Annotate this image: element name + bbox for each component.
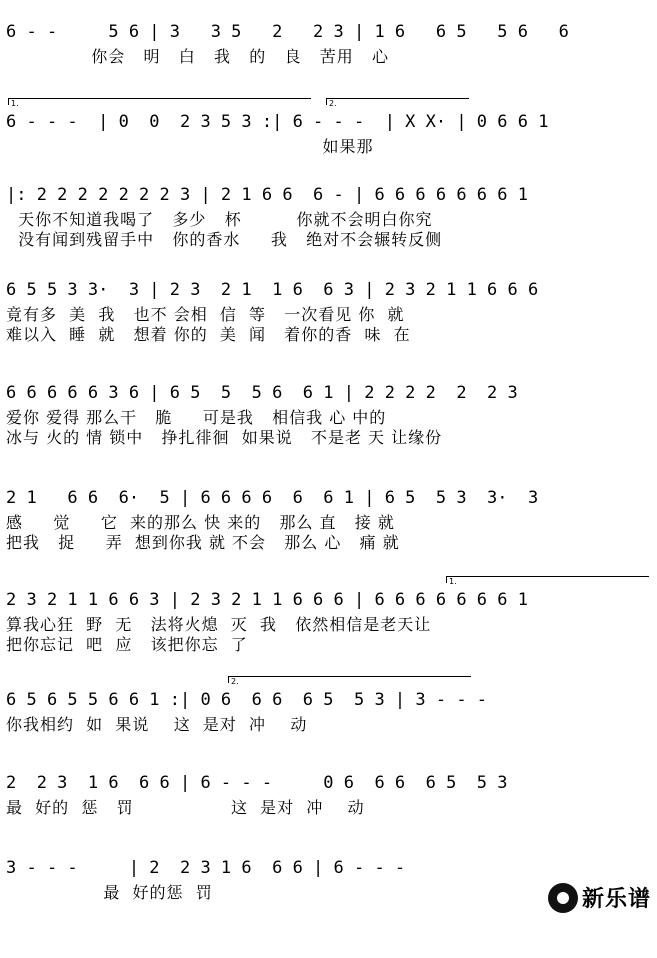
notation-line: 6 - - - | 0 0 2 3 5 3 :| 6 - - - | X X· | 0 6 6 1 xyxy=(6,112,549,132)
lyric-line: 最 好的 惩 罚 这 是对 冲 动 xyxy=(6,798,365,817)
lyric-line: 最 好的惩 罚 xyxy=(6,883,213,902)
notation-line: 6 6 6 6 6 3 6 | 6 5 5 5 6 6 1 | 2 2 2 2 2 2 3 xyxy=(6,383,518,403)
volta-bracket: 1. xyxy=(446,576,649,583)
notation-line: 6 5 6 5 5 6 6 1 :| 0 6 6 6 6 5 5 3 | 3 - - - xyxy=(6,690,488,710)
score-row xyxy=(0,185,657,285)
lyric-line: 竟有多 美 我 也不 会相 信 等 一次看见 你 就 xyxy=(6,305,405,324)
lyric-line: 算我心狂 野 无 法将火熄 灭 我 依然相信是老天让 xyxy=(6,615,432,634)
volta-bracket: 2. xyxy=(326,98,469,105)
score-row xyxy=(0,383,657,483)
score-row xyxy=(0,280,657,380)
notation-line: 6 - - 5 6 | 3 3 5 2 2 3 | 1 6 6 5 5 6 6 xyxy=(6,22,569,42)
lyric-line: 天你不知道我喝了 多少 杯 你就不会明白你究 xyxy=(6,210,433,229)
lyric-line: 爱你 爱得 那么干 脆 可是我 相信我 心 中的 xyxy=(6,408,387,427)
watermark-logo xyxy=(548,882,651,913)
lyric-line: 难以入 睡 就 想着 你的 美 闻 着你的香 味 在 xyxy=(6,325,411,344)
lyric-line: 你我相约 如 果说 这 是对 冲 动 xyxy=(6,715,308,734)
notation-line: |: 2 2 2 2 2 2 2 3 | 2 1 6 6 6 - | 6 6 6 6 6 6 6 1 xyxy=(6,185,528,205)
lyric-line: 感 觉 它 来的那么 快 来的 那么 直 接 就 xyxy=(6,513,395,532)
lyric-line: 没有闻到残留手中 你的香水 我 绝对不会辗转反侧 xyxy=(6,230,443,249)
lyric-line: 你会 明 白 我 的 良 苦用 心 xyxy=(6,47,390,66)
lyric-line: 冰与 火的 情 锁中 挣扎徘徊 如果说 不是老 天 让缘份 xyxy=(6,428,443,447)
volta-bracket: 2. xyxy=(228,676,471,683)
watermark-text: 新乐谱 xyxy=(581,887,651,912)
lyric-line: 如果那 xyxy=(6,137,374,156)
notation-line: 3 - - - | 2 2 3 1 6 6 6 | 6 - - - xyxy=(6,858,406,878)
score-row xyxy=(0,577,657,690)
score-row xyxy=(0,488,657,588)
notation-line: 6 5 5 3 3· 3 | 2 3 2 1 1 6 6 3 | 2 3 2 1 1 6 6 6 xyxy=(6,280,539,300)
music-disc-icon xyxy=(548,883,578,913)
volta-bracket: 1. xyxy=(8,98,311,105)
lyric-line: 把我 捉 弄 想到你我 就 不会 那么 心 痛 就 xyxy=(6,533,400,552)
notation-line: 2 2 3 1 6 6 6 | 6 - - - 0 6 6 6 6 5 5 3 xyxy=(6,773,508,793)
lyric-line: 把你忘记 吧 应 该把你忘 了 xyxy=(6,635,248,654)
notation-line: 2 1 6 6 6· 5 | 6 6 6 6 6 6 1 | 6 5 5 3 3· 3 xyxy=(6,488,539,508)
notation-line: 2 3 2 1 1 6 6 3 | 2 3 2 1 1 6 6 6 | 6 6 6 6 6 6 6 1 xyxy=(6,590,528,610)
